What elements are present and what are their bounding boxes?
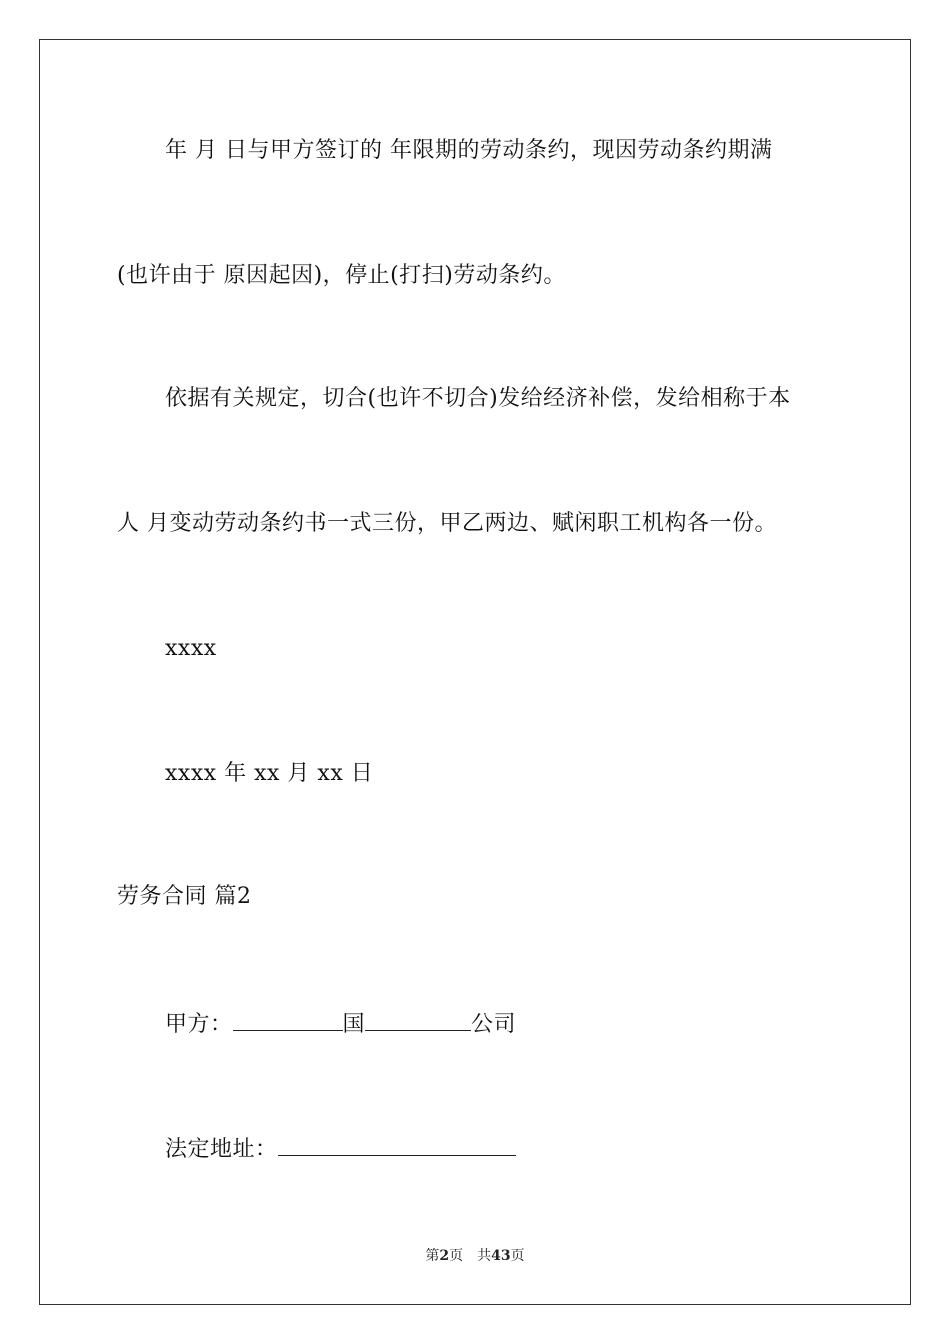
paragraph-1-line-1: 年 月 日与甲方签订的 年限期的劳动条约，现因劳动条约期满 xyxy=(165,138,773,163)
date-line: xxxx 年 xx 月 xx 日 xyxy=(165,761,374,786)
footer-page-unit: 页 xyxy=(449,1248,464,1264)
footer-total-unit: 页 xyxy=(510,1248,525,1264)
footer-total-prefix: 共 xyxy=(477,1248,492,1264)
party-a-company-blank[interactable] xyxy=(365,1008,471,1031)
page-footer xyxy=(0,1246,950,1266)
party-a-country-suffix: 国 xyxy=(342,1012,366,1037)
address-label: 法定地址： xyxy=(165,1137,278,1162)
section-title: 劳务合同 篇2 xyxy=(117,884,252,909)
address-blank[interactable] xyxy=(278,1133,516,1156)
page-border xyxy=(39,39,911,1305)
party-a-line xyxy=(165,1008,516,1039)
footer-total-pages: 43 xyxy=(491,1248,511,1264)
party-a-company-suffix: 公司 xyxy=(471,1012,517,1037)
paragraph-1-line-2: (也许由于 原因起因)，停止(打扫)劳动条约。 xyxy=(117,263,566,288)
party-a-country-blank[interactable] xyxy=(233,1008,343,1031)
paragraph-2-line-1: 依据有关规定，切合(也许不切合)发给经济补偿，发给相称于本 xyxy=(165,386,791,411)
footer-prefix: 第 xyxy=(425,1248,440,1264)
footer-page-number: 2 xyxy=(439,1248,450,1264)
address-line xyxy=(165,1133,516,1164)
party-a-label: 甲方： xyxy=(165,1012,233,1037)
paragraph-2-line-2: 人 月变动劳动条约书一式三份，甲乙两边、赋闲职工机构各一份。 xyxy=(117,511,777,536)
signature-line: xxxx xyxy=(165,636,217,661)
